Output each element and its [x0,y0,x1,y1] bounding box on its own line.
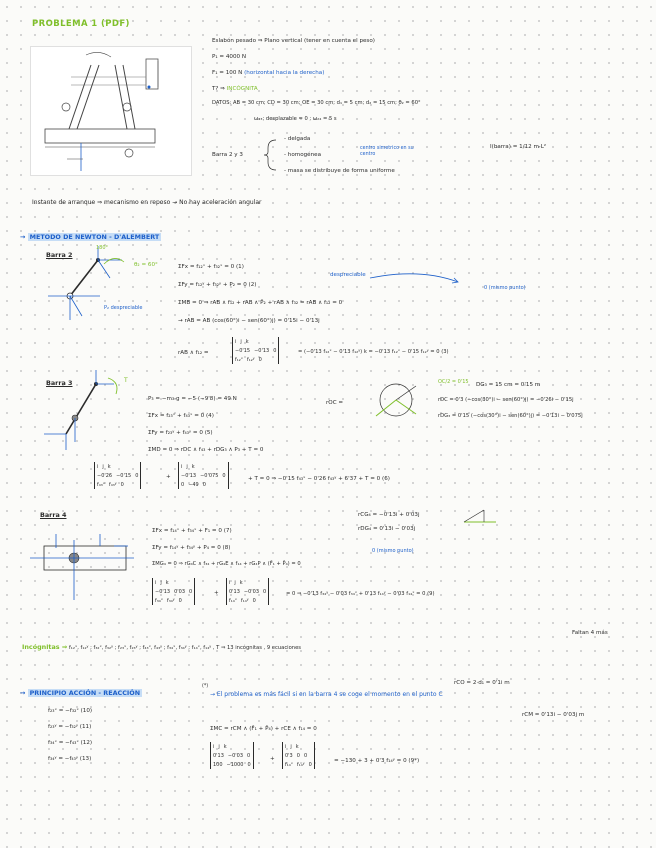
bar3-roc: rOC = [326,400,344,406]
action-mc: ΣMC = rCM ∧ (F̄₁ + P̄₄) + rCE ∧ f₁₄ = 0 [210,726,317,732]
datos-line-2: ω₂₃; desplazable = 0 ; ω₂₄ = 5 s [254,116,337,122]
bar2-matrix-result: = (−0'13 f₁₂ˣ − 0'13 f₁₂ʸ) k = −0'13 f₁₂ˣ − 0'15 f₁₂ʸ = 0 (3) [298,349,449,355]
matrix-row [283,760,314,769]
header-line-1: Eslabón pesado ⇒ Plano vertical (tener en cuenta el peso) [212,38,375,44]
matrix-cell: 0 [296,752,300,759]
matrix-cell: f₄₃ˣ [97,481,105,488]
bar3-diagram [30,376,140,456]
matrix-cell: i [181,463,183,470]
bar2-eq-3: ΣMB = 0 ⇒ rAB ∧ f₁₂ + rAB ∧ P̄₂ + rAB ∧ f₃₂ = rAB ∧ f₁₂ = 0 [178,300,343,306]
matrix-cell: 0 [308,761,312,768]
bar2-mismo: 0 (mismo punto) [484,285,526,291]
matrix-row [95,480,140,489]
header-line-2: P₁ = 4000 N [212,54,247,60]
bar4-triangle [462,506,502,526]
matrix-cell: i [229,579,231,586]
bar2-matrix [232,337,279,364]
matrix-row [179,462,228,471]
matrix-cell: 0 [258,356,262,363]
matrix-cell: 0'13 [213,752,224,759]
method-heading: → METODO DE NEWTON - D'ALEMBERT [20,233,160,241]
matrix-cell: k [223,743,227,750]
bar4-matrix-2 [226,578,269,605]
matrix-cell: −0'13 [155,588,171,595]
bar-detail-1: - delgada [284,136,311,142]
matrix-row [233,337,278,346]
bar2-angle: θ₂ = 60° [134,262,158,268]
action-note-a: (*) [202,684,209,689]
bar3-p3: P₃ = −m₃·g = −5·(−9'8) = 49 N [148,396,237,402]
bar3-matrix-2 [178,462,229,489]
matrix-cell: k [239,579,243,586]
matrix-cell: −0'13 [254,347,270,354]
matrix-cell: −1000 [226,761,244,768]
action-eq-1: f₂₃ˣ = −f₃₂ˣ (10) [48,708,93,714]
matrix-cell: j [240,338,242,345]
matrix-cell: 0 [135,472,139,479]
matrix-cell: 0 [247,761,251,768]
bar3-dg3: DG₃ = 15 cm = 0'15 m [476,382,541,388]
action-rco: rCO = 2·d₁ = 0'1i m [454,680,510,686]
matrix-cell: 0 [273,347,277,354]
bar4-eq-7: ΣFx = f₁₄ˣ + f₃₄ˣ + F₁ = 0 (7) [152,528,232,534]
bar4-eq-8: ΣFy = f₁₄ʸ + f₃₄ʸ + P₄ = 0 (8) [152,545,231,551]
matrix-row [211,742,253,751]
bar4-label: Barra 4 [40,511,67,519]
bar3-circle-diagram [366,378,426,428]
matrix-row [227,578,268,587]
matrix-cell: i [235,338,237,345]
header-line-4: T? ⇒ INCÓGNITA [212,86,258,92]
matrix-cell: f₃₄ˣ [155,597,163,604]
bar2-diagram [30,250,140,330]
matrix-cell: f₁₂ʸ [247,356,255,363]
matrix-cell: −0'075 [200,472,219,479]
matrix-cell: −0'15 [235,347,251,354]
bar2-eq-1: ΣFx = f₁₂ˣ + f₃₂ˣ = 0 (1) [178,264,244,270]
action-heading: → PRINCIPIO ACCIÓN - REACCIÓN [20,689,141,697]
matrix-cell: f₄₃ʸ [109,481,117,488]
matrix-row [153,596,194,605]
datos-line-1: DATOS: AB = 30 cm; CD = 30 cm; OE = 30 cm; d₁ = 5 cm; d₂ = 15 cm; θ₂ = 60° [212,100,421,106]
bar4-matrix-1 [152,578,195,605]
matrix-cell: k [107,463,111,470]
matrix-cell: f₁₂ˣ [235,356,243,363]
matrix-cell: 0 [247,752,251,759]
bar3-result: + T = 0 ⇒ −0'15 f₄₃ˣ − 0'26 f₄₃ʸ + 6'37 + T = 0 (6) [248,476,390,482]
matrix-row [283,751,314,760]
matrix-cell: −0'03 [243,588,260,595]
matrix-cell: 0'3 [285,752,293,759]
matrix-cell: k [191,463,195,470]
bar2-label: Barra 2 [46,251,73,259]
matrix-row [153,578,194,587]
matrix-cell: 0 [252,597,256,604]
bar4-mismo: 0 (mismo punto) [372,548,414,554]
bar2-rab: → rAB = AB (cos(60°)i − sen(60°)j) = 0'15i − 0'13j [178,318,320,324]
matrix-cell: k [245,338,249,345]
matrix-row [179,471,228,480]
matrix-row [211,751,253,760]
bar2-arrow [330,272,480,292]
bar4-eq-9: ΣMG₄ = 0 ⇒ rG₄C ∧ f₃₄ + rG₄E ∧ f₁₄ + rG₄P ∧ (F̄₁ + P̄₄) = 0 [152,561,301,567]
bar3-rdc: rDC = 0'3 (−cos(30°)i − sen(60°)j) = −0'26i − 0'15j [438,397,574,403]
matrix-cell: f₁₄ʸ [297,761,305,768]
matrix-cell: i [285,743,287,750]
bar2-matrix-label: rAB ∧ f₁₂ = [178,350,209,356]
bar2-deg: 180° [96,245,109,251]
action-eq-3: f₃₄ˣ = −f₄₃ˣ (12) [48,740,93,746]
action-rcm: rCM = 0'13i − 0'03j m [522,712,585,718]
bar4-result: = 0 ⇒ −0'13 f₃₄ʸ − 0'03 f₃₄ˣ + 0'13 f₁₄ʸ − 0'03 f₁₄ˣ = 0 (9) [286,591,435,597]
bar3-matrix-1 [94,462,141,489]
instant-line: Instante de arranque ⇒ mecanismo en reposo → No hay aceleración angular [32,199,262,206]
matrix-cell: 0 [222,472,226,479]
mechanism-figure [30,46,192,176]
matrix-row [211,760,253,769]
bar4-rdg: rDG₄ = 0'13i − 0'03j [358,526,416,532]
matrix-row [227,596,268,605]
matrix-cell: f₁₄ˣ [285,761,293,768]
bar3-label: Barra 3 [46,379,73,387]
bar-brace [262,138,278,172]
unknowns-line: Incógnitas ⇒ f₁₂ˣ, f₁₂ʸ ; f₃₂ˣ, f₃₂ʸ ; f₂₃ˣ, f₂₃ʸ ; f₄₃ˣ, f₄₃ʸ ; f₃₄ˣ, f₃₄ʸ ; f₁₄ˣ, f₁₄ʸ , T ⇒ 13 incógnitas , 9 ecuaciones [22,643,301,651]
matrix-cell: 0 [178,597,182,604]
bar2-despreciable: despreciable [330,272,366,278]
matrix-cell: j [290,743,292,750]
matrix-cell: j [234,579,236,586]
matrix-cell: 0 [120,481,124,488]
plus-sign: + [166,474,171,480]
inertia-formula: I(barra) = 1/12 m·L² [490,144,547,150]
matrix-cell: k [295,743,299,750]
matrix-cell: k [165,579,169,586]
matrix-cell: 0 [303,752,308,759]
matrix-row [283,742,314,751]
matrix-cell: i [213,743,215,750]
matrix-cell: i [155,579,157,586]
matrix-cell: f₁₄ˣ [229,597,237,604]
bar4-diagram [30,528,140,608]
matrix-row [179,480,228,489]
bar3-rdg: rDG₃ = 0'15 (−cos(30°)i − sen(60°)j) = −0'13i − 0'075j [438,413,583,419]
matrix-cell: 0 [189,588,193,595]
matrix-cell: 0'03 [174,588,186,595]
action-result: = −130 + 3 + 0'3 f₁₄ʸ = 0 (9*) [334,758,420,764]
matrix-row [95,471,140,480]
page-title: PROBLEMA 1 (PDF) [32,19,130,29]
matrix-cell: 0 [202,481,206,488]
bar-detail-3: - masa se distribuye de forma uniforme [284,168,395,174]
matrix-cell: −0'13 [181,472,197,479]
plus-sign: + [214,590,219,596]
matrix-cell: j [186,463,188,470]
bar3-roc-note: OC/2 = 0'15 [438,379,469,385]
action-matrix-2 [282,742,315,769]
mechanism-diagram [31,47,191,175]
matrix-cell: f₁₄ʸ [241,597,249,604]
matrix-cell: j [218,743,220,750]
matrix-cell: 100 [213,761,223,768]
bar3-eq-5: ΣFy = f₂₃ʸ + f₄₃ʸ = 0 (5) [148,430,213,436]
matrix-cell: −0'15 [116,472,132,479]
matrix-cell: 0'13 [229,588,240,595]
action-matrix-1 [210,742,254,769]
matrix-cell: −0'26 [97,472,113,479]
bar-label: Barra 2 y 3 [212,152,243,158]
matrix-cell: −0'03 [227,752,244,759]
plus-sign: + [270,756,275,762]
bar-detail-2: - homogénea [284,152,322,158]
matrix-row [95,462,140,471]
bar2-eq-2: ΣFy = f₁₂ʸ + f₃₂ʸ + P₂ = 0 (2) [178,282,257,288]
bar3-T: T [124,377,128,384]
action-eq-4: f₃₄ʸ = −f₄₃ʸ (13) [48,756,92,762]
matrix-cell: j [102,463,104,470]
bar4-rcg: rCG₄ = −0'13i + 0'03j [358,512,420,518]
matrix-row [233,346,278,355]
matrix-row [227,587,268,596]
bar3-eq-6: ΣMD = 0 ⇒ rDC ∧ f₄₃ + rDG₃ ∧ P₃ + T = 0 [148,447,264,453]
matrix-cell: 0 [263,588,267,595]
bar3-eq-4: ΣFx = f₂₃ˣ + f₄₃ˣ = 0 (4) [148,413,214,419]
bar-note: centro simetrico en su centro [360,146,414,157]
bar2-desprec-2: P₂ despreciable [104,305,143,311]
matrix-cell: f₃₄ʸ [167,597,175,604]
matrix-cell: 0 [181,481,185,488]
matrix-cell: j [160,579,162,586]
action-note: → El problema es más fácil si en la barra 4 se coge el momento en el punto C [210,691,443,698]
header-line-3: F₁ = 100 N (horizontal hacia la derecha) [212,70,325,76]
faltan-note: Faltan 4 más [572,630,608,636]
matrix-row [233,355,278,364]
matrix-cell: −49 [188,481,199,488]
matrix-row [153,587,194,596]
matrix-cell: i [97,463,99,470]
action-eq-2: f₂₃ʸ = −f₃₂ʸ (11) [48,724,92,730]
